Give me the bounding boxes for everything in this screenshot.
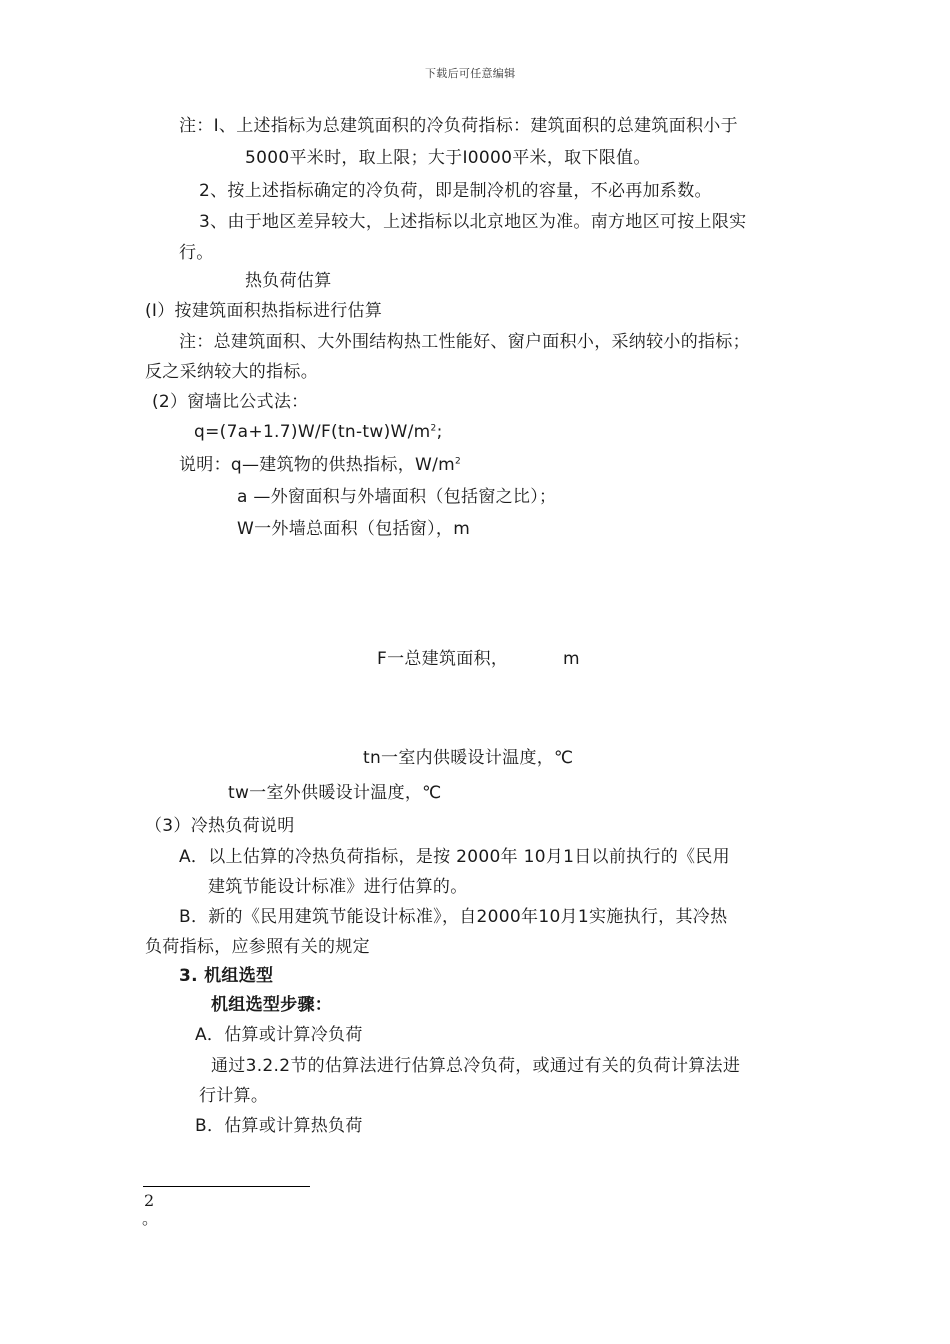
desc-tw: tw一室外供暖设计温度，℃ [228, 783, 442, 803]
item-3-heading: （3）冷热负荷说明 [145, 816, 295, 836]
formula-superscript: 2 [430, 423, 437, 434]
footnote-mark: 。 [142, 1209, 159, 1228]
desc-a: a —外窗面积与外墙面积（包括窗之比）； [237, 487, 557, 507]
steps-heading: 机组选型步骤： [211, 995, 333, 1015]
note-2: 2、按上述指标确定的冷负荷，即是制冷机的容量，不必再加系数。 [199, 181, 712, 201]
desc-w: W一外墙总面积（包括窗），m [237, 519, 471, 539]
desc-q-superscript: 2 [455, 456, 462, 467]
desc-q [179, 454, 461, 476]
note-1: 注：I、上述指标为总建筑面积的冷负荷指标：建筑面积的总建筑面积小于 [179, 116, 738, 136]
note-3: 3、由于地区差异较大，上述指标以北京地区为准。南方地区可按上限实 [199, 212, 747, 232]
section-3-heading: 3. 机组选型 [179, 966, 274, 986]
item-3-b: B．新的《民用建筑节能设计标准》，自2000年10月1实施执行，其冷热 [179, 907, 728, 927]
formula-text: q=(7a+1.7)W/F(tn-tw)W/m [194, 422, 431, 442]
desc-f-label: F一总建筑面积， [377, 649, 509, 669]
item-1-heading: (I）按建筑面积热指标进行估算 [145, 301, 383, 321]
footnote-number: 2 [144, 1191, 155, 1210]
desc-q-text: 说明：q—建筑物的供热指标，W/m [179, 455, 455, 475]
note-1-continued: 5000平米时，取上限；大于I0000平米，取下限值。 [245, 148, 651, 168]
item-2-heading: (2）窗墙比公式法： [152, 392, 309, 412]
desc-f-unit: m [563, 649, 580, 669]
footnote-divider [143, 1186, 310, 1187]
formula-end: ; [436, 422, 443, 442]
item-1-note-continued: 反之采纳较大的指标。 [145, 362, 318, 382]
step-a-text: 通过3.2.2节的估算法进行估算总冷负荷，或通过有关的负荷计算法进 [211, 1056, 741, 1076]
formula [194, 421, 443, 443]
item-3-b-continued: 负荷指标，应参照有关的规定 [145, 937, 370, 957]
step-a-text-continued: 行计算。 [199, 1086, 269, 1106]
page-header: 下载后可任意编辑 [425, 67, 516, 80]
heat-load-title: 热负荷估算 [245, 271, 332, 291]
step-b: B．估算或计算热负荷 [195, 1116, 363, 1136]
item-3-a-continued: 建筑节能设计标准》进行估算的。 [208, 877, 468, 897]
note-3-continued: 行。 [179, 243, 214, 263]
step-a: A．估算或计算冷负荷 [195, 1025, 363, 1045]
item-1-note: 注：总建筑面积、大外围结构热工性能好、窗户面积小，采纳较小的指标； [179, 332, 750, 352]
item-3-a: A．以上估算的冷热负荷指标，是按 2000年 10月1日以前执行的《民用 [179, 847, 730, 867]
desc-tn: tn一室内供暖设计温度，℃ [363, 748, 574, 768]
